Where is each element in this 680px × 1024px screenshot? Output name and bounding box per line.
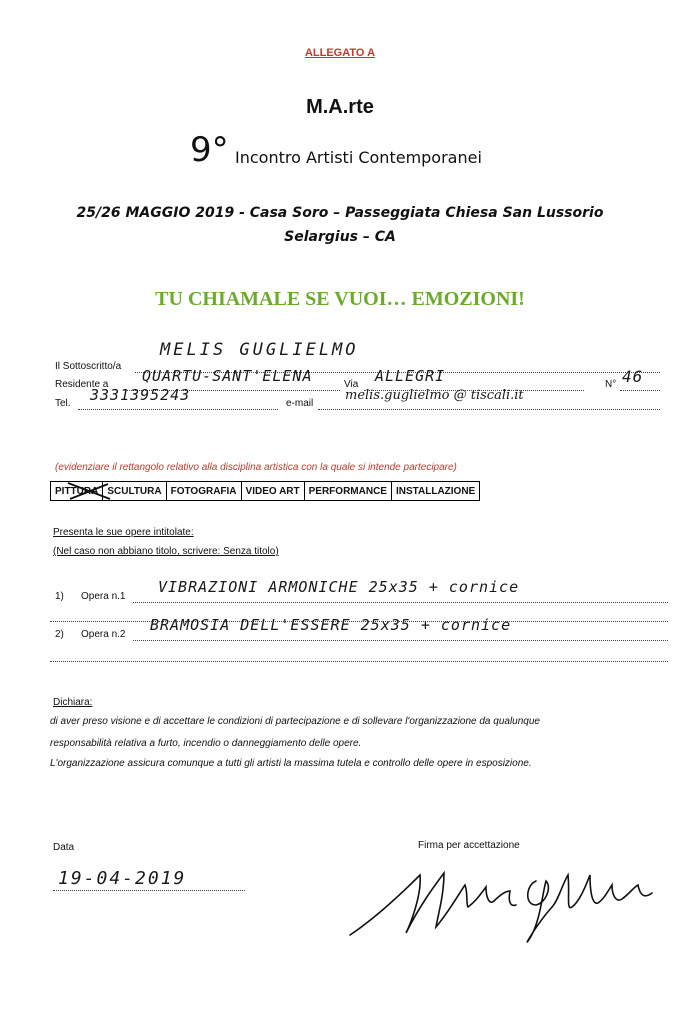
discipline-instruction: (evidenziare il rettangolo relativo alla disciplina artistica con la quale si intende partecipare) bbox=[55, 462, 457, 473]
work-2-line-2 bbox=[50, 661, 668, 662]
firma-label: Firma per accettazione bbox=[418, 840, 520, 851]
email-line bbox=[318, 409, 660, 410]
discipline-video-art[interactable]: VIDEO ART bbox=[241, 482, 304, 501]
discipline-installazione[interactable]: INSTALLAZIONE bbox=[391, 482, 479, 501]
allegato-label: ALLEGATO A bbox=[304, 47, 376, 59]
discipline-fotografia[interactable]: FOTOGRAFIA bbox=[166, 482, 241, 501]
residente-label: Residente a bbox=[55, 379, 109, 390]
tagline: TU CHIAMALE SE VUOI… EMOZIONI! bbox=[155, 288, 525, 310]
discipline-pittura[interactable]: PITTURA bbox=[51, 482, 103, 501]
event-dates: 25/26 MAGGIO 2019 - Casa Soro – Passeggiata Chiesa San Lussorio bbox=[76, 205, 604, 221]
numero-field[interactable]: 46 bbox=[622, 367, 644, 386]
work-1-field[interactable]: VIBRAZIONI ARMONICHE 25x35 + cornice bbox=[158, 578, 520, 596]
work-2-field[interactable]: BRAMOSIA DELL'ESSERE 25x35 + cornice bbox=[150, 616, 512, 634]
tel-line bbox=[78, 409, 278, 410]
work-1-index: 1) bbox=[55, 591, 64, 602]
work-2-label: Opera n.2 bbox=[81, 629, 126, 640]
discipline-performance[interactable]: PERFORMANCE bbox=[304, 482, 391, 501]
edition-number: 9° bbox=[190, 130, 229, 170]
data-line bbox=[53, 890, 245, 891]
email-field[interactable]: melis.guglielmo @ tiscali.it bbox=[345, 388, 524, 403]
numero-label: N° bbox=[605, 379, 617, 390]
tel-label: Tel. bbox=[55, 398, 71, 409]
declaration-line-2: responsabilità relativa a furto, incendio o danneggiamento delle opere. bbox=[50, 738, 362, 749]
via-field[interactable]: ALLEGRI bbox=[375, 367, 446, 385]
selection-cross-mark bbox=[60, 480, 116, 502]
declaration-heading: Dichiara: bbox=[53, 697, 93, 708]
data-label: Data bbox=[53, 842, 75, 853]
declaration-line-3: L'organizzazione assicura comunque a tutti gli artisti la massima tutela e controllo delle opere in esposizione. bbox=[50, 758, 532, 769]
work-1-label: Opera n.1 bbox=[81, 591, 126, 602]
tel-field[interactable]: 3331395243 bbox=[90, 386, 191, 404]
signature bbox=[340, 855, 660, 945]
numero-line bbox=[620, 390, 660, 391]
event-place: Selargius – CA bbox=[284, 229, 396, 245]
sottoscritto-field[interactable]: MELIS GUGLIELMO bbox=[160, 340, 359, 360]
sottoscritto-label: Il Sottoscritto/a bbox=[55, 361, 122, 372]
work-2-line bbox=[133, 640, 668, 641]
via-label: Via bbox=[344, 379, 359, 390]
email-label: e-mail bbox=[286, 398, 314, 409]
discipline-scultura[interactable]: SCULTURA bbox=[103, 482, 166, 501]
work-1-line bbox=[133, 602, 668, 603]
event-name: Incontro Artisti Contemporanei bbox=[235, 148, 482, 167]
declaration-line-1: di aver preso visione e di accettare le condizioni di partecipazione e di sollevare l'organizzazione da qualunque bbox=[50, 716, 540, 727]
data-field[interactable]: 19-04-2019 bbox=[58, 868, 187, 889]
works-note: (Nel caso non abbiano titolo, scrivere: Senza titolo) bbox=[53, 546, 279, 557]
works-heading: Presenta le sue opere intitolate: bbox=[53, 527, 194, 538]
work-2-index: 2) bbox=[55, 629, 64, 640]
org-name: M.A.rte bbox=[306, 96, 374, 118]
residente-field[interactable]: QUARTU-SANT'ELENA bbox=[142, 367, 313, 385]
